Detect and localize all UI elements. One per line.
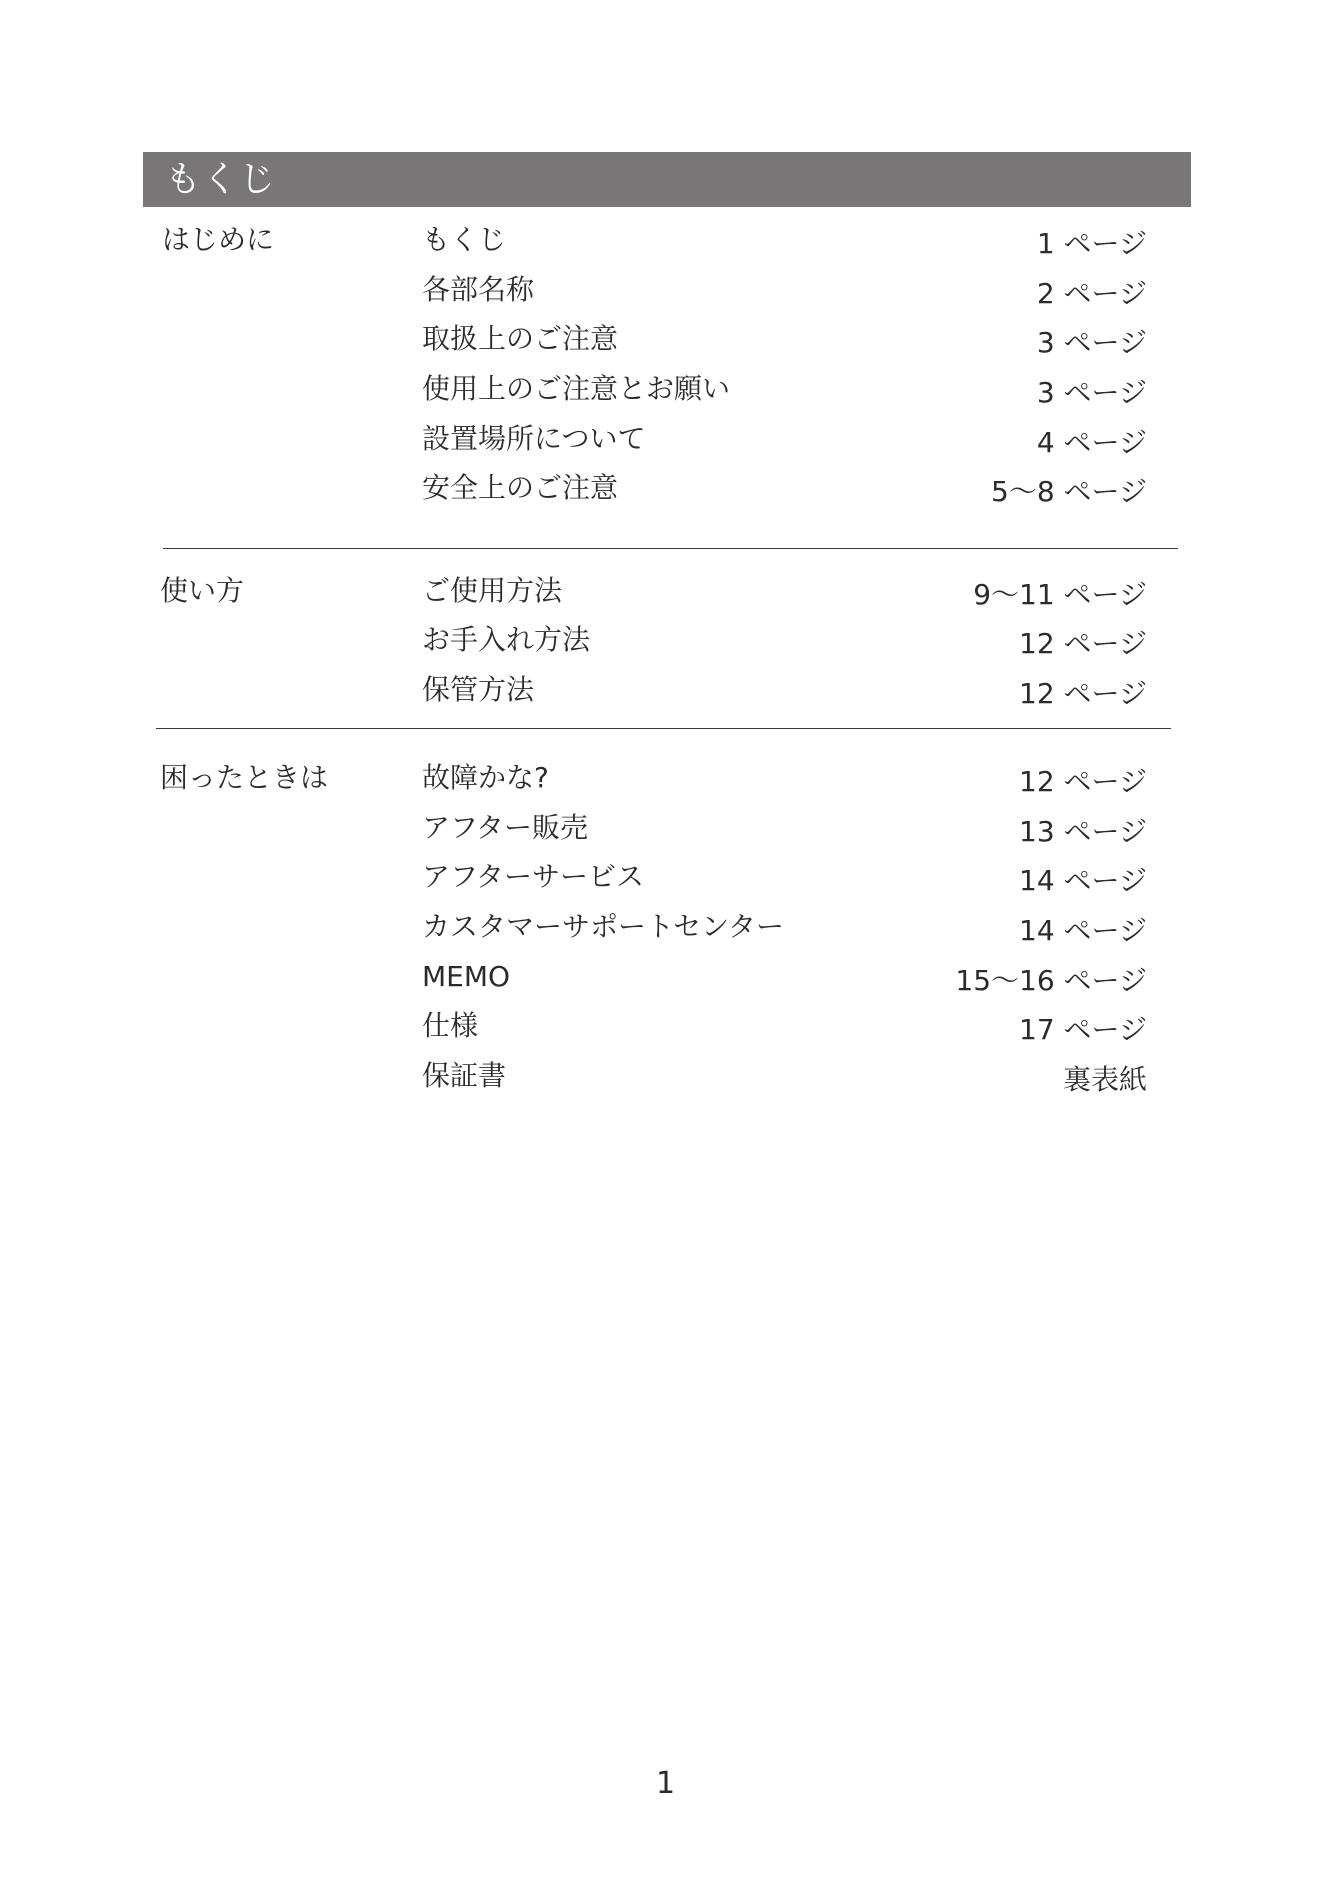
toc-item-name: ご使用方法 [422, 574, 563, 607]
toc-row [0, 811, 1331, 861]
toc-row [0, 322, 1331, 372]
section-divider [156, 728, 1171, 729]
toc-row [0, 372, 1331, 422]
toc-row [0, 273, 1331, 323]
toc-item-page: 12 ページ [1019, 765, 1147, 798]
toc-item-name: 使用上のご注意とお願い [422, 372, 731, 405]
toc-item-page: 2 ページ [1036, 277, 1147, 310]
toc-item-name: 安全上のご注意 [422, 471, 619, 504]
toc-row [0, 623, 1331, 673]
section-label-introduction: はじめに [162, 223, 275, 256]
toc-item-page: 4 ページ [1036, 426, 1147, 459]
toc-item-page: 3 ページ [1036, 376, 1147, 409]
toc-item-name: MEMO [422, 960, 511, 993]
toc-item-name: アフター販売 [422, 811, 589, 844]
toc-title: もくじ [165, 159, 277, 200]
toc-item-page: 1 ページ [1036, 227, 1147, 260]
toc-row [0, 960, 1331, 1010]
section-label-troubleshooting: 困ったときは [160, 761, 329, 794]
toc-item-page: 裏表紙 [1062, 1063, 1147, 1096]
toc-item-name: カスタマーサポートセンター [422, 910, 785, 943]
toc-item-name: 故障かな? [422, 761, 549, 794]
toc-item-name: もくじ [422, 223, 507, 256]
section-label-usage: 使い方 [160, 574, 245, 607]
toc-item-name: 保証書 [422, 1059, 507, 1092]
toc-row [0, 471, 1331, 521]
toc-row [0, 1009, 1331, 1059]
toc-item-name: 取扱上のご注意 [422, 322, 619, 355]
toc-item-page: 14 ページ [1019, 914, 1147, 947]
toc-item-page: 3 ページ [1036, 326, 1147, 359]
page-number: 1 [655, 1766, 676, 1801]
toc-row [0, 860, 1331, 910]
toc-item-page: 12 ページ [1019, 627, 1147, 660]
toc-row [0, 761, 1331, 811]
toc-item-page: 15～16 ページ [955, 964, 1147, 997]
toc-item-name: 保管方法 [422, 673, 535, 706]
toc-row [0, 673, 1331, 723]
toc-item-page: 14 ページ [1019, 864, 1147, 897]
toc-title-bar [143, 152, 1191, 207]
toc-row [0, 223, 1331, 273]
toc-row [0, 422, 1331, 472]
toc-item-name: 仕様 [422, 1009, 479, 1042]
toc-row [0, 910, 1331, 960]
toc-item-name: アフターサービス [422, 860, 645, 893]
toc-item-page: 5～8 ページ [991, 475, 1147, 508]
toc-item-page: 17 ページ [1019, 1013, 1147, 1046]
toc-item-name: お手入れ方法 [422, 623, 591, 656]
toc-item-page: 9～11 ページ [973, 578, 1147, 611]
toc-item-name: 各部名称 [422, 273, 535, 306]
section-divider [163, 548, 1178, 549]
toc-row [0, 1059, 1331, 1109]
toc-row [0, 574, 1331, 624]
toc-item-page: 12 ページ [1019, 677, 1147, 710]
toc-item-page: 13 ページ [1019, 815, 1147, 848]
toc-item-name: 設置場所について [422, 422, 646, 455]
